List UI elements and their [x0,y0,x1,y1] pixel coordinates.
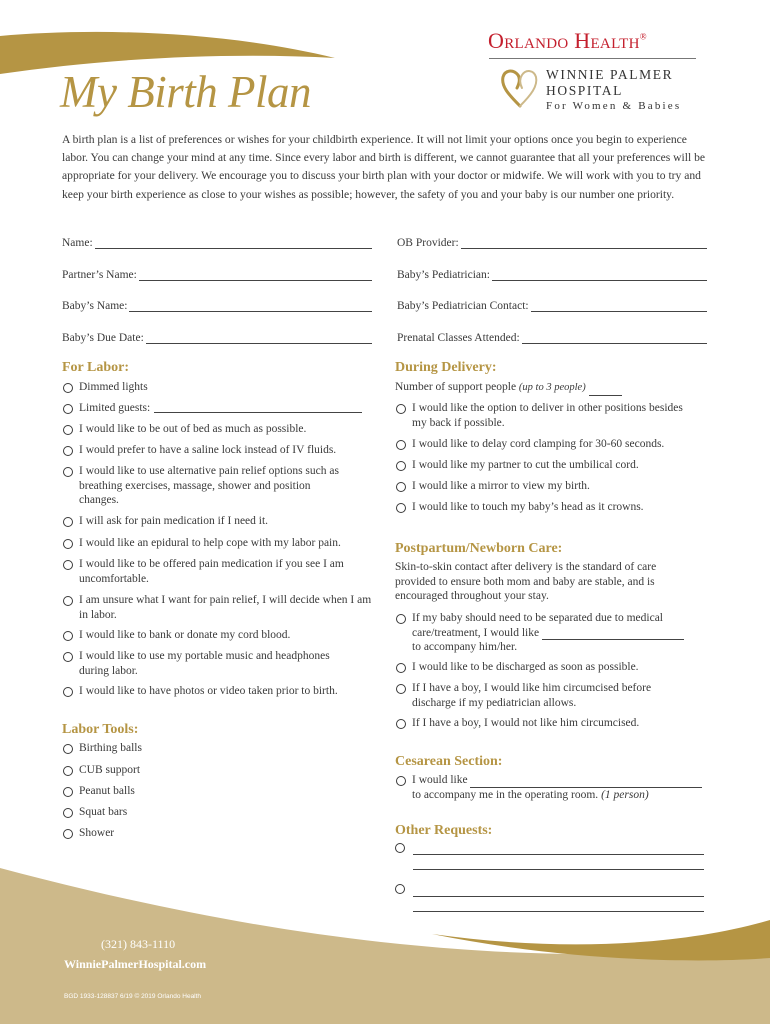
labor-option-dimmed-lights[interactable] [62,380,362,395]
baby-name-label: Baby’s Name: [62,300,128,312]
checkbox-circle[interactable] [396,503,406,513]
other-request-2-line-a[interactable] [413,896,704,897]
labor-option-alternative-relief[interactable] [62,464,352,508]
partner-name-label: Partner’s Name: [62,269,137,281]
pediatrician-input-line[interactable] [492,270,707,281]
pediatrician-field[interactable] [397,265,707,281]
option-label: I would like an epidural to help cope with my labor pain. [79,537,341,549]
checkbox-circle[interactable] [63,652,73,662]
pediatrician-contact-input-line[interactable] [531,301,707,312]
checkbox-circle[interactable] [396,404,406,414]
option-label: I would like the option to deliver in other positions besides my back if possible. [412,402,683,429]
delivery-option-touch-head[interactable] [395,500,715,515]
support-people-label: Number of support people [395,381,517,393]
heart-logo-icon [498,64,542,110]
page-title: My Birth Plan [60,67,311,117]
checkbox-circle[interactable] [63,808,73,818]
checkbox-circle[interactable] [63,467,73,477]
prenatal-classes-input-line[interactable] [522,333,707,344]
labor-tools-heading: Labor Tools: [62,722,139,737]
option-label: Peanut balls [79,785,135,797]
option-label: I would prefer to have a saline lock instead of IV fluids. [79,444,337,456]
checkbox-circle[interactable] [396,440,406,450]
prenatal-classes-label: Prenatal Classes Attended: [397,332,520,344]
checkbox-circle[interactable] [63,631,73,641]
limited-guests-input-line[interactable] [154,401,362,413]
logo-divider [489,58,696,59]
labor-option-saline-lock[interactable] [62,443,362,458]
checkbox-circle[interactable] [63,560,73,570]
checkbox-circle[interactable] [396,719,406,729]
due-date-label: Baby’s Due Date: [62,332,144,344]
option-label: If I have a boy, I would like him circumcised before discharge if my pediatrician allows. [412,682,652,709]
labor-option-epidural[interactable] [62,536,372,551]
labor-option-offered-medication[interactable] [62,557,347,586]
prenatal-classes-field[interactable] [397,328,707,344]
delivery-option-delay-clamping[interactable] [395,437,715,452]
pediatrician-contact-label: Baby’s Pediatrician Contact: [397,300,529,312]
option-label: I would like to be discharged as soon as possible. [412,661,639,673]
option-label: I would like to use alternative pain relief options such as breathing exercises, massage, shower and position changes. [79,465,339,506]
delivery-option-positions[interactable] [395,401,685,430]
tool-birthing-balls[interactable] [62,741,262,756]
partner-name-field[interactable] [62,265,372,281]
hospital-tagline: For Women & Babies [546,100,682,112]
checkbox-circle[interactable] [63,829,73,839]
checkbox-circle[interactable] [396,684,406,694]
option-label: I would like to use my portable music and headphones during labor. [79,650,330,677]
postpartum-intro: Skin-to-skin contact after delivery is the standard of care provided to ensure both mom and baby are stable, and is encouraged throughout your stay. [395,561,657,602]
option-label: I will ask for pain medication if I need it. [79,515,269,527]
labor-option-limited-guests[interactable] [62,401,372,416]
labor-option-cord-blood[interactable] [62,628,362,643]
checkbox-circle[interactable] [396,776,406,786]
name-label: Name: [62,237,93,249]
support-people-field[interactable] [395,380,715,396]
checkbox-circle[interactable] [396,614,406,624]
other-request-2-checkbox[interactable] [395,884,405,894]
ob-provider-input-line[interactable] [461,238,707,249]
ob-provider-label: OB Provider: [397,237,459,249]
other-request-1-line-b[interactable] [413,869,704,870]
checkbox-circle[interactable] [396,461,406,471]
name-field[interactable] [62,233,372,249]
other-request-2-line-b[interactable] [413,911,704,912]
support-people-note: (up to 3 people) [518,382,586,393]
option-label: I would like my partner to cut the umbilical cord. [412,459,639,471]
option-label: I would like to have photos or video taken prior to birth. [79,685,338,697]
checkbox-circle[interactable] [396,482,406,492]
due-date-input-line[interactable] [146,333,372,344]
checkbox-circle[interactable] [63,539,73,549]
checkbox-circle[interactable] [396,663,406,673]
option-label: I am unsure what I want for pain relief, I will decide when I am in labor. [79,594,372,621]
hospital-name-line1: WINNIE PALMER [546,67,674,82]
option-label-cont: to accompany me in the operating room. [412,788,599,801]
tool-cub-support[interactable] [62,763,262,778]
checkbox-circle[interactable] [63,766,73,776]
labor-option-ask-medication[interactable] [62,514,362,529]
option-label: I would like [412,774,468,786]
other-request-1-checkbox[interactable] [395,843,405,853]
option-label-cont: to accompany him/her. [412,641,518,653]
checkbox-circle[interactable] [63,687,73,697]
footer-phone[interactable]: (321) 843-1110 [101,937,176,951]
checkbox-circle[interactable] [63,425,73,435]
ob-provider-field[interactable] [397,233,707,249]
postpartum-option-separated[interactable] [395,611,705,655]
baby-name-input-line[interactable] [129,301,372,312]
other-request-1-line-a[interactable] [413,854,704,855]
name-input-line[interactable] [95,238,372,249]
cesarean-heading: Cesarean Section: [395,754,503,769]
checkbox-circle[interactable] [63,596,73,606]
option-label: Limited guests: [79,402,151,414]
cesarean-note: (1 person) [601,788,649,801]
labor-option-out-of-bed[interactable] [62,422,362,437]
delivery-option-partner-cut-cord[interactable] [395,458,715,473]
option-label: I would like a mirror to view my birth. [412,480,590,492]
cesarean-companion-input-line[interactable] [470,776,702,788]
footer-document-code: BGD 1933-128837 6/19 © 2019 Orlando Health [64,993,202,1000]
labor-option-music[interactable] [62,649,357,678]
option-label: I would like to bank or donate my cord blood. [79,629,291,641]
option-label: I would like to be offered pain medication if you see I am uncomfortable. [79,558,344,585]
during-delivery-heading: During Delivery: [395,360,497,375]
option-label: Squat bars [79,806,128,818]
checkbox-circle[interactable] [63,744,73,754]
for-labor-heading: For Labor: [62,360,130,375]
pediatrician-contact-field[interactable] [397,296,707,312]
labor-option-unsure-relief[interactable] [62,593,372,622]
delivery-option-mirror[interactable] [395,479,715,494]
checkbox-circle[interactable] [63,517,73,527]
postpartum-option-no-circumcise[interactable] [395,716,715,731]
accompany-person-input-line[interactable] [542,628,684,640]
option-label: I would like to delay cord clamping for 30-60 seconds. [412,438,665,450]
brand-name: Orlando Health [488,28,640,53]
postpartum-option-circumcise[interactable] [395,681,685,710]
hospital-name-line2: HOSPITAL [546,83,623,98]
pediatrician-label: Baby’s Pediatrician: [397,269,490,281]
footer-website-link[interactable]: WinniePalmerHospital.com [64,957,207,971]
labor-option-photos[interactable] [62,684,372,699]
checkbox-circle[interactable] [63,383,73,393]
intro-paragraph: A birth plan is a list of preferences or wishes for your childbirth experience. It will not limit your options once you begin to experience labor. You can change your mind at any time. Since every labor and birth is different, we cannot guarantee that all your preferences will be appropriate for your delivery. We encourage you to discuss your birth plan with your doctor or midwife. We will work with you to try and keep your birth experience as close to your wishes as possible; however, the safety of you and your baby is our number one priority. [62,133,706,201]
partner-name-input-line[interactable] [139,270,372,281]
checkbox-circle[interactable] [63,404,73,414]
checkbox-circle[interactable] [63,787,73,797]
baby-name-field[interactable] [62,296,372,312]
tool-peanut-balls[interactable] [62,784,262,799]
orlando-health-logo [488,28,647,54]
option-label: Shower [79,827,115,839]
option-label: I would like to be out of bed as much as possible. [79,423,307,435]
option-label: Dimmed lights [79,381,148,393]
tool-shower[interactable] [62,826,262,841]
option-label: CUB support [79,764,141,776]
other-requests-heading: Other Requests: [395,823,493,838]
due-date-field[interactable] [62,328,372,344]
option-label: If my baby should need to be separated due to medical care/treatment, I would like [412,612,664,639]
cesarean-option-companion[interactable] [395,773,715,802]
tool-squat-bars[interactable] [62,805,262,820]
registered-mark: ® [639,31,647,42]
checkbox-circle[interactable] [63,446,73,456]
postpartum-option-discharge[interactable] [395,660,715,675]
postpartum-heading: Postpartum/Newborn Care: [395,541,563,556]
option-label: Birthing balls [79,742,142,754]
option-label: I would like to touch my baby’s head as it crowns. [412,501,644,513]
support-people-input-line[interactable] [589,384,622,396]
option-label: If I have a boy, I would not like him circumcised. [412,717,640,729]
